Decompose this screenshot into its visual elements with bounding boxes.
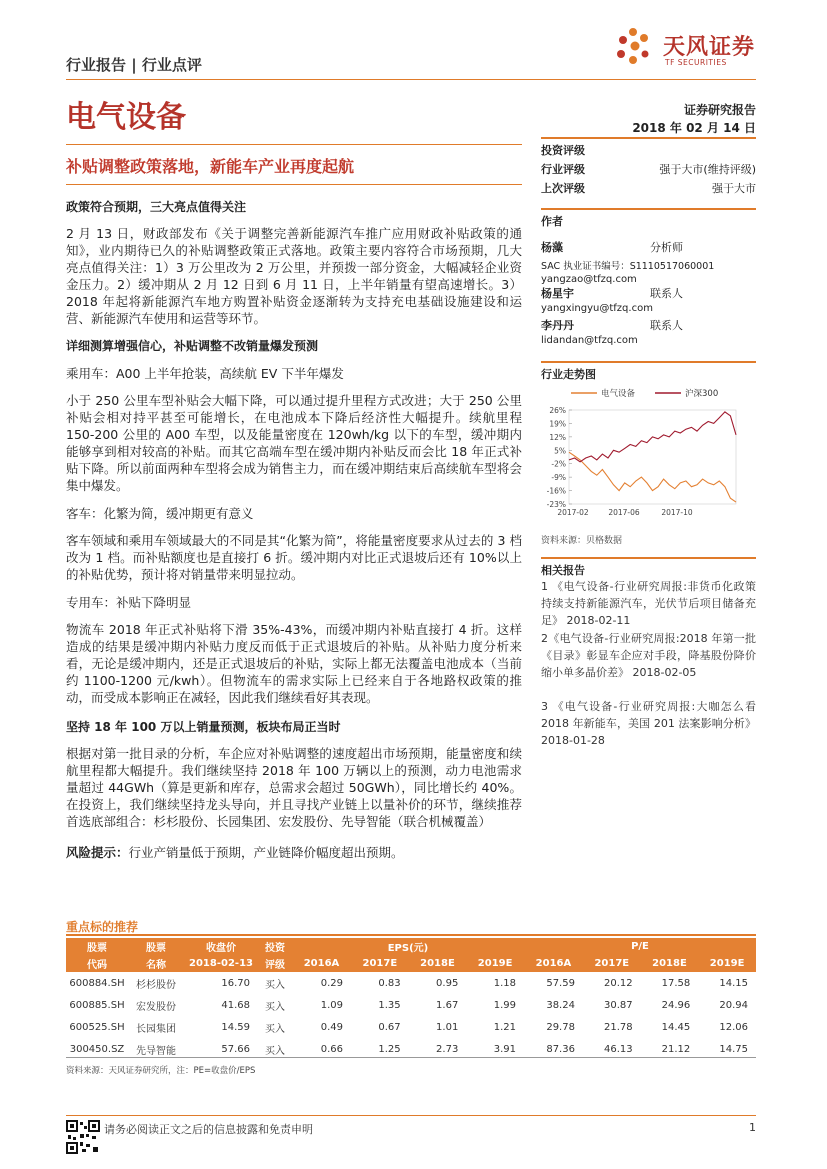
table-cell: 0.66 <box>320 1043 343 1055</box>
authors-title: 作者 <box>541 215 563 228</box>
subsection-title: 客车：化繁为简，缓冲期更有意义 <box>66 506 254 521</box>
author-name: 李丹丹 <box>541 319 574 332</box>
author-role: 分析师 <box>650 241 683 254</box>
related-date: 2018-02-11 <box>566 614 631 627</box>
brand-english: TF SECURITIES <box>665 58 727 67</box>
related-text: 1 《电气设备-行业研究周报:非货币化政策持续支持新能源汽车，光伏节后项目储备充足》 <box>541 580 756 627</box>
table-cell: 0.49 <box>320 1021 343 1033</box>
table-header: 2018E <box>641 955 699 972</box>
author-role: 联系人 <box>650 319 683 332</box>
table-header: 股票 <box>128 938 184 955</box>
table-cell: 17.58 <box>661 977 691 989</box>
table-cell: 1.01 <box>436 1021 459 1033</box>
section-text: 2 月 13 日，财政部发布《关于调整完善新能源汽车推广应用财政补贴政策的通知》，业内期待已久的补贴调整政策正式落地。政策主要内容符合市场预期，几大亮点值得关注：1）3 万公里改为 2 万公里，并预拨一部分资金，大幅减轻企业资金压力。2）缓冲期从 2 月 12 日到 6 月 11 日，上半年销量有望高速增长。3）2018 年起将新能源汽车地方购置补贴资金逐渐转为支持充电基础设施建设和运营、新能源汽车使用和运营等环节。 <box>66 226 522 326</box>
main-body <box>66 198 522 861</box>
table-cell: 0.83 <box>378 977 401 989</box>
table-cell: 300450.SZ <box>69 1043 125 1055</box>
table-cell: 2.73 <box>436 1043 459 1055</box>
sidebar-rule-1 <box>541 137 756 139</box>
brand-name: 天风证券 <box>663 35 756 60</box>
risk-label: 风险提示： <box>66 845 129 860</box>
table-cell: 0.29 <box>320 977 343 989</box>
table-cell: 14.75 <box>719 1043 748 1055</box>
table-cell: 600884.SH <box>69 977 125 989</box>
table-header: P/E <box>524 938 756 955</box>
subsection-title: 乘用车：A00 上半年抢装，高续航 EV 下半年爆发 <box>66 366 344 381</box>
table-cell: 买入 <box>265 1001 285 1013</box>
report-kind: 证券研究报告 <box>683 103 756 117</box>
table-cell: 46.13 <box>603 1043 633 1055</box>
table-cell: 宏发股份 <box>136 1001 176 1013</box>
related-item[interactable] <box>541 630 756 698</box>
table-rule <box>66 934 756 936</box>
sidebar-rule-3 <box>541 361 756 363</box>
table-cell: 3.91 <box>493 1043 516 1055</box>
header-rule <box>66 79 756 80</box>
rating-label: 行业评级 <box>541 163 585 176</box>
table-cell: 14.15 <box>719 977 748 989</box>
author-email[interactable]: yangxingyu@tfzq.com <box>541 303 653 314</box>
table-cell: 57.59 <box>546 977 575 989</box>
sidebar-rule-4 <box>541 557 756 559</box>
table-cell: 1.18 <box>493 977 516 989</box>
table-cell: 30.87 <box>603 999 633 1011</box>
section-text: 物流车 2018 年正式补贴将下滑 35%-43%，而缓冲期内补贴直接打 4 折。这样造成的结果是缓冲期内补贴力度反而低于正式退坡后的补贴。从补贴力度分析来看，无论是缓冲期内，还是正式退坡后的补贴，实际上都无法覆盖电池成本（当前约 1100-1200 元/kwh）。但物流车的需求实际上已经来自于各地路权政策的推动，而受成本影响正在减轻，因此我们继续看好其表现。 <box>66 622 522 705</box>
table-cell: 14.45 <box>661 1021 691 1033</box>
logo-dots-icon <box>613 26 659 72</box>
table-cell: 买入 <box>265 1045 285 1057</box>
table-bottom-rule <box>66 1057 756 1058</box>
trend-title: 行业走势图 <box>541 368 596 381</box>
rating-title: 投资评级 <box>541 144 585 157</box>
table-cell: 20.94 <box>719 999 748 1011</box>
y-tick-label: -9% <box>551 473 566 483</box>
table-cell: 买入 <box>265 1023 285 1035</box>
table-cell: 0.67 <box>378 1021 401 1033</box>
sidebar-rule-2 <box>541 208 756 210</box>
table-cell: 16.70 <box>221 977 250 989</box>
table-header: 2017E <box>351 955 409 972</box>
table-cell: 29.78 <box>546 1021 575 1033</box>
table-row <box>66 1016 756 1038</box>
table-cell: 12.06 <box>719 1021 748 1033</box>
table-source: 资料来源：天风证券研究所，注：PE=收盘价/EPS <box>66 1066 256 1076</box>
section-title: 详细测算增强信心，补贴调整不改销量爆发预测 <box>66 339 319 353</box>
related-item[interactable] <box>541 578 756 630</box>
section-title: 坚持 18 年 100 万以上销量预测，板块布局正当时 <box>66 720 341 734</box>
table-cell: 57.66 <box>221 1043 250 1055</box>
x-tick-label: 2017-02 <box>557 508 589 517</box>
subsection-title: 专用车：补贴下降明显 <box>66 595 192 610</box>
rating-value: 强于大市(维持评级) <box>659 163 756 176</box>
table-header: 2018E <box>409 955 467 972</box>
y-tick-label: 12% <box>549 432 566 442</box>
y-tick-label: -2% <box>551 459 566 469</box>
table-cell: 87.36 <box>546 1043 575 1055</box>
author-name: 杨星宇 <box>541 287 574 300</box>
y-tick-label: -23% <box>546 500 566 509</box>
table-cell: 杉杉股份 <box>136 979 176 991</box>
table-header: 名称 <box>128 955 184 972</box>
table-header: 2016A <box>524 955 583 972</box>
disclaimer: 请务必阅读正文之后的信息披露和免责申明 <box>104 1123 313 1136</box>
related-date: 2018-01-28 <box>541 734 605 747</box>
table-cell: 41.68 <box>221 999 250 1011</box>
section-text: 根据对第一批目录的分析，车企应对补贴调整的速度超出市场预期，能量密度和续航里程都大幅提升。我们继续坚持 2018 年 100 万辆以上的预测，动力电池需求量超过 44GWh（算是更新和库存，总需求会超过 50GWh），同比增长约 40%。在投资上，我们继续坚持龙头导向，并且寻找产业链上以量补价的环节，继续推荐首选底部组合：杉杉股份、长园集团、宏发股份、先导智能（联合机械覆盖） <box>66 746 522 829</box>
logo <box>613 26 763 74</box>
table-cell: 1.25 <box>378 1043 401 1055</box>
table-cell: 买入 <box>265 979 285 991</box>
stock-table <box>66 938 756 1060</box>
table-cell: 21.12 <box>661 1043 691 1055</box>
headline-rule-top <box>66 144 522 145</box>
y-tick-label: -16% <box>546 486 566 496</box>
table-title: 重点标的推荐 <box>66 920 139 934</box>
related-item[interactable] <box>541 698 756 749</box>
trend-chart <box>541 382 756 524</box>
table-cell: 1.35 <box>378 999 401 1011</box>
author-role: 联系人 <box>650 287 683 300</box>
table-header: 投资 <box>258 938 292 955</box>
x-tick-label: 2017-06 <box>608 508 640 517</box>
table-header: 2019E <box>466 955 524 972</box>
table-cell: 600885.SH <box>69 999 125 1011</box>
table-cell: 21.78 <box>603 1021 633 1033</box>
table-header: 2017E <box>583 955 641 972</box>
author-1 <box>541 236 756 285</box>
author-2 <box>541 282 756 314</box>
table-cell: 1.09 <box>320 999 343 1011</box>
series-line <box>569 412 736 462</box>
table-cell: 600525.SH <box>69 1021 125 1033</box>
section-text: 客车领域和乘用车领域最大的不同是其“化繁为简”，将能量密度要求从过去的 3 档改为 1 档。而补贴额度也是直接打 6 折。缓冲期内对比正式退坡后还有 10%以上的补贴优势，预计将对销量带来明显拉动。 <box>66 533 522 582</box>
legend-label: 沪深300 <box>685 389 719 399</box>
table-cell: 20.12 <box>603 977 633 989</box>
page-number: 1 <box>749 1121 756 1134</box>
y-tick-label: 26% <box>549 406 566 415</box>
table-row <box>66 972 756 994</box>
table-header: 收盘价 <box>184 938 258 955</box>
related-list <box>541 578 756 749</box>
author-3 <box>541 314 756 346</box>
y-tick-label: 5% <box>554 446 566 456</box>
table-header: 2019E <box>698 955 756 972</box>
headline-rule-bottom <box>66 184 522 185</box>
related-text: 3 《电气设备-行业研究周报:大咖怎么看 2018 年新能车，美国 201 法案影响分析》 <box>541 700 756 730</box>
table-cell: 24.96 <box>661 999 691 1011</box>
prev-rating-label: 上次评级 <box>541 182 585 195</box>
x-tick-label: 2017-10 <box>661 508 693 517</box>
risk-note <box>66 844 522 861</box>
industry-title: 电气设备 <box>66 100 186 135</box>
author-name: 杨藻 <box>541 241 563 254</box>
author-email[interactable]: yangzao@tfzq.com <box>541 274 637 285</box>
table-cell: 长园集团 <box>136 1023 176 1035</box>
table-cell: 0.95 <box>436 977 459 989</box>
table-header: EPS(元) <box>292 938 524 955</box>
related-text: 2《电气设备-行业研究周报:2018 年第一批《目录》彰显车企应对手段，降基股份降价缩小单多晶价差》 <box>541 632 756 679</box>
series-line <box>569 452 736 502</box>
prev-rating-value: 强于大市 <box>712 182 756 195</box>
author-cert: SAC 执业证书编号：S1110517060001 <box>541 261 715 272</box>
table-cell: 38.24 <box>546 999 575 1011</box>
table-cell: 1.99 <box>493 999 516 1011</box>
report-type: 行业报告 | 行业点评 <box>66 56 202 74</box>
footer-rule <box>66 1115 756 1116</box>
table-header: 2016A <box>292 955 351 972</box>
section-title: 政策符合预期，三大亮点值得关注 <box>66 200 247 214</box>
report-date: 2018 年 02 月 14 日 <box>632 121 756 135</box>
table-cell: 1.67 <box>436 999 459 1011</box>
table-cell: 先导智能 <box>136 1045 176 1057</box>
table-header: 代码 <box>66 955 128 972</box>
legend-label: 电气设备 <box>601 389 636 399</box>
related-date: 2018-02-05 <box>632 666 697 679</box>
y-tick-label: 19% <box>549 419 566 429</box>
section-text: 小于 250 公里车型补贴会大幅下降，可以通过提升里程方式改进；大于 250 公里补贴会相对持平甚至可能增长，在电池成本下降后经济性大幅提升。续航里程 150-200 公里的 A00 车型，以及能量密度在 120wh/kg 以下的车型，缓冲期内能够享到相对较高的补贴。而其它高端车型在缓冲期内补贴反而会比 18 年正式补贴下降。所以前面两种车型将会成为销售主力，而在缓冲期结束后高续航车型将会集中爆发。 <box>66 393 522 493</box>
chart-source: 资料来源：贝格数据 <box>541 536 623 546</box>
table-cell: 1.21 <box>493 1021 516 1033</box>
risk-text: 行业产销量低于预期，产业链降价幅度超出预期。 <box>128 845 404 860</box>
author-email[interactable]: lidandan@tfzq.com <box>541 335 638 346</box>
table-header: 评级 <box>258 955 292 972</box>
qr-code-icon <box>66 1120 100 1154</box>
related-title: 相关报告 <box>541 564 585 577</box>
headline: 补贴调整政策落地，新能车产业再度起航 <box>66 157 355 176</box>
table-header: 股票 <box>66 938 128 955</box>
table-row <box>66 994 756 1016</box>
table-header: 2018-02-13 <box>184 955 258 972</box>
table-cell: 14.59 <box>221 1021 250 1033</box>
